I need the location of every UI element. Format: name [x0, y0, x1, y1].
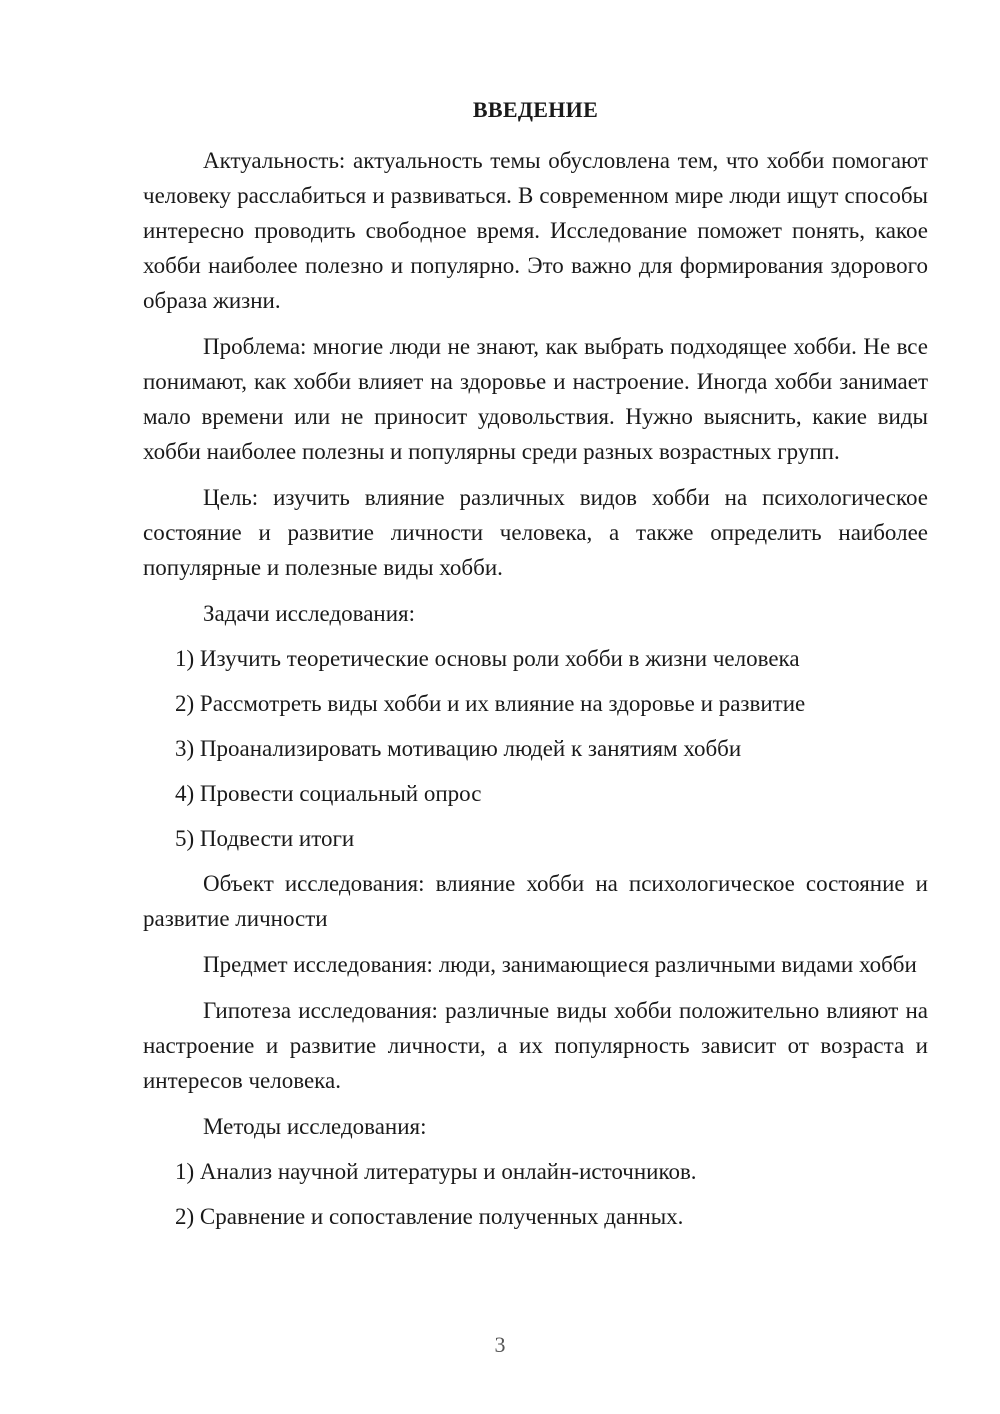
- page-content: [143, 95, 928, 1244]
- method-item-2: 2) Сравнение и сопоставление полученных данных.: [175, 1204, 684, 1229]
- page-title: ВВЕДЕНИЕ: [472, 97, 599, 122]
- task-item-4: 4) Провести социальный опрос: [175, 781, 482, 806]
- task-item-2: 2) Рассмотреть виды хобби и их влияние на здоровье и развитие: [175, 691, 806, 716]
- task-item-1: 1) Изучить теоретические основы роли хобби в жизни человека: [175, 646, 800, 671]
- hypothesis-paragraph: Гипотеза исследования: различные виды хобби положительно влияют на настроение и развитие личности, а их популярность зависит от возраста и интересов человека.: [143, 998, 928, 1093]
- goal-paragraph: Цель: изучить влияние различных видов хобби на психологическое состояние и развитие личности человека, а также определить наиболее популярные и полезные виды хобби.: [143, 485, 928, 580]
- tasks-heading: Задачи исследования:: [203, 601, 416, 626]
- methods-heading: Методы исследования:: [203, 1114, 427, 1139]
- relevance-paragraph: Актуальность: актуальность темы обусловлена тем, что хобби помогают человеку расслабиться и развиваться. В современном мире люди ищут способы интересно проводить свободное время. Исследование поможет понять, какое хобби наиболее полезно и популярно. Это важно для формирования здорового образа жизни.: [143, 148, 928, 313]
- page-number: 3: [494, 1332, 506, 1357]
- problem-paragraph: Проблема: многие люди не знают, как выбрать подходящее хобби. Не все понимают, как хобби влияет на здоровье и настроение. Иногда хобби занимает мало времени или не приносит удовольствия. Нужно выяснить, какие виды хобби наиболее полезны и популярны среди разных возрастных групп.: [143, 334, 928, 464]
- subject-paragraph: Предмет исследования: люди, занимающиеся различными видами хобби: [203, 952, 917, 977]
- method-item-1: 1) Анализ научной литературы и онлайн-источников.: [175, 1159, 697, 1184]
- task-item-3: 3) Проанализировать мотивацию людей к занятиям хобби: [175, 736, 742, 761]
- task-item-5: 5) Подвести итоги: [175, 826, 355, 851]
- object-paragraph: Объект исследования: влияние хобби на психологическое состояние и развитие личности: [143, 871, 928, 931]
